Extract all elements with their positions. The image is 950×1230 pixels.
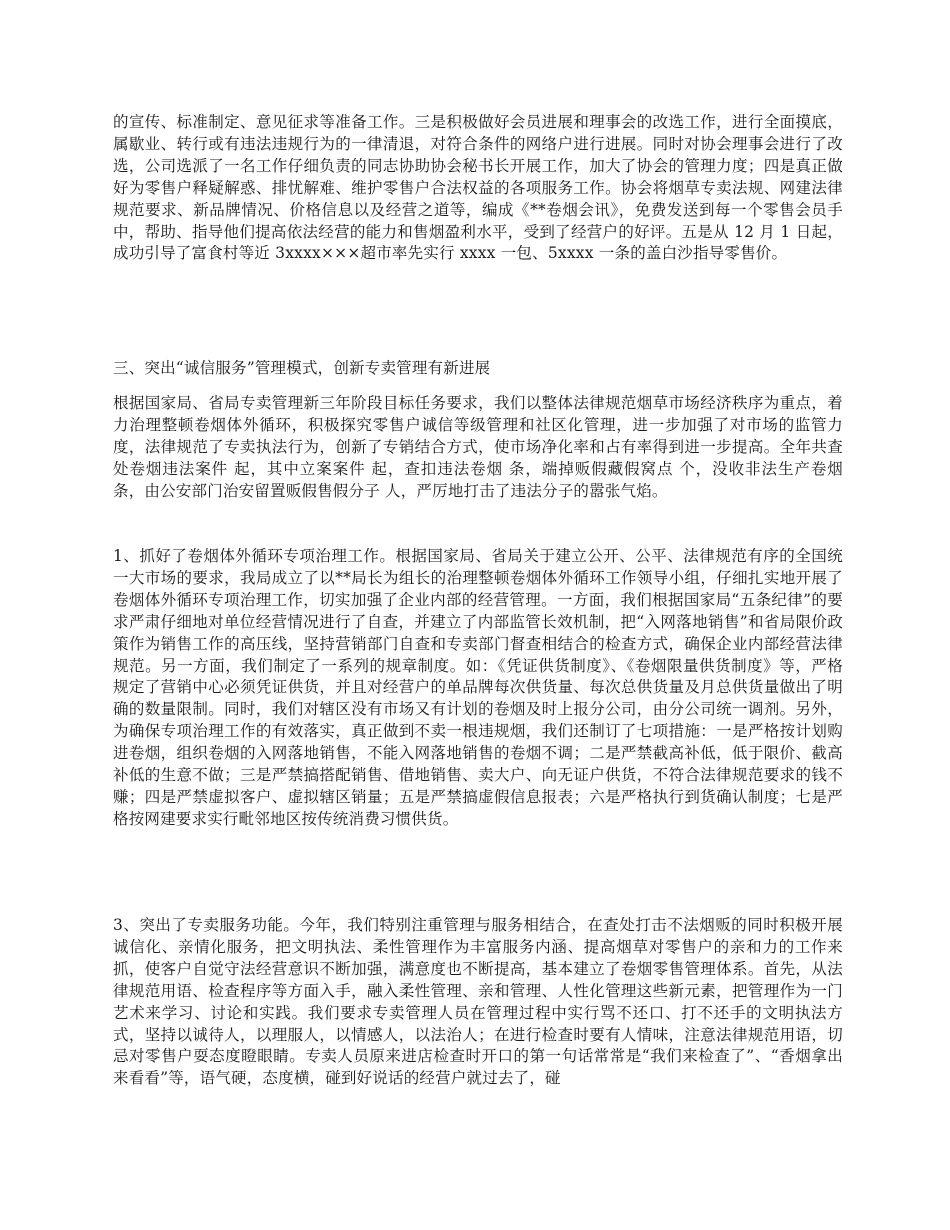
paragraph-external-circulation-governance: 1、抓好了卷烟体外循环专项治理工作。根据国家局、省局关于建立公开、公平、法律规范有序的全国统一大市场的要求，我局成立了以**局长为组长的治理整顿卷烟体外循环工作领导小组，仔细扎实地开展了卷烟体外循环专项治理工作，切实加强了企业内部的经营管理。一方面，我们根据国家局“五条纪律”的要求严肃仔细地对单位经营情况进行了自查，并建立了内部监管长效机制，把“入网落地销售”和省局限价政策作为销售工作的高压线，坚持营销部门自查和专卖部门督查相结合的检查方式，确保企业内部经营法律规范。另一方面，我们制定了一系列的规章制度。如：《凭证供货制度》、《卷烟限量供货制度》等，严格规定了营销中心必须凭证供货，并且对经营户的单品牌每次供货量、每次总供货量及月总供货量做出了明确的数量限制。同时，我们对辖区没有市场又有计划的卷烟及时上报分公司，由分公司统一调剂。另外，为确保专项治理工作的有效落实，真正做到不卖一根违规烟，我们还制订了七项措施：一是严格按计划购进卷烟，组织卷烟的入网落地销售，不能入网落地销售的卷烟不调；二是严禁截高补低，低于限价、截高补低的生意不做；三是严禁搞搭配销售、借地销售、卖大户、向无证户供货，不符合法律规范要求的钱不赚；四是严禁虚拟客户、虚拟辖区销量；五是严禁搞虚假信息报表；六是严格执行到货确认制度；七是严格按网建要求实行毗邻地区按传统消费习惯供货。 — [113, 547, 843, 828]
paragraph-monopoly-management-overview: 根据国家局、省局专卖管理新三年阶段目标任务要求，我们以整体法律规范烟草市场经济秩序为重点，着力治理整顿卷烟体外循环，积极探究零售户诚信等级管理和社区化管理，进一步加强了对市场的监管力度，法律规范了专卖执法行为，创新了专销结合方式，使市场净化率和占有率得到进一步提高。全年共查处卷烟违法案件 起，其中立案案件 起，查扣违法卷烟 条，端掉贩假藏假窝点 个，没收非法生产卷烟 条，由公安部门治安留置贩假售假分子 人，严厉地打击了违法分子的嚣张气焰。 — [113, 394, 843, 500]
paragraph-association-work: 的宣传、标准制定、意见征求等准备工作。三是积极做好会员进展和理事会的改选工作，进行全面摸底，属歇业、转行或有违法违规行为的一律清退，对符合条件的网络户进行进展。同时对协会理事会进行了改选，公司选派了一名工作仔细负责的同志协助协会秘书长开展工作，加大了协会的管理力度；四是真正做好为零售户释疑解惑、排忧解难、维护零售户合法权益的各项服务工作。协会将烟草专卖法规、网建法律规范要求、新品牌情况、价格信息以及经营之道等，编成《**卷烟会讯》，免费发送到每一个零售会员手中，帮助、指导他们提高依法经营的能力和售烟盈利水平，受到了经营户的好评。五是从 12 月 1 日起，成功引导了富食村等近 3xxxx×××超市率先实行 xxxx 一包、5xxxx 一条的盖白沙指导零售价。 — [113, 113, 843, 263]
section-heading-integrity-service: 三、突出“诚信服务”管理模式，创新专卖管理有新进展 — [113, 359, 491, 377]
paragraph-monopoly-service-function: 3、突出了专卖服务功能。今年，我们特别注重管理与服务相结合，在查处打击不法烟贩的同时积极开展诚信化、亲情化服务，把文明执法、柔性管理作为丰富服务内涵、提高烟草对零售户的亲和力的工作来抓，使客户自觉守法经营意识不断加强，满意度也不断提高，基本建立了卷烟零售管理体系。首先，从法律规范用语、检查程序等方面入手，融入柔性管理、亲和管理、人性化管理这些新元素，把管理作为一门艺术来学习、讨论和实践。我们要求专卖管理人员在管理过程中实行骂不还口、打不还手的文明执法方式，坚持以诚待人，以理服人，以情感人，以法治人；在进行检查时要有人情味，注意法律规范用语，切忌对零售户耍态度瞪眼睛。专卖人员原来进店检查时开口的第一句话常常是“我们来检查了”、“香烟拿出来看看”等，语气硬，态度横，碰到好说话的经营户就过去了，碰 — [113, 916, 843, 1088]
